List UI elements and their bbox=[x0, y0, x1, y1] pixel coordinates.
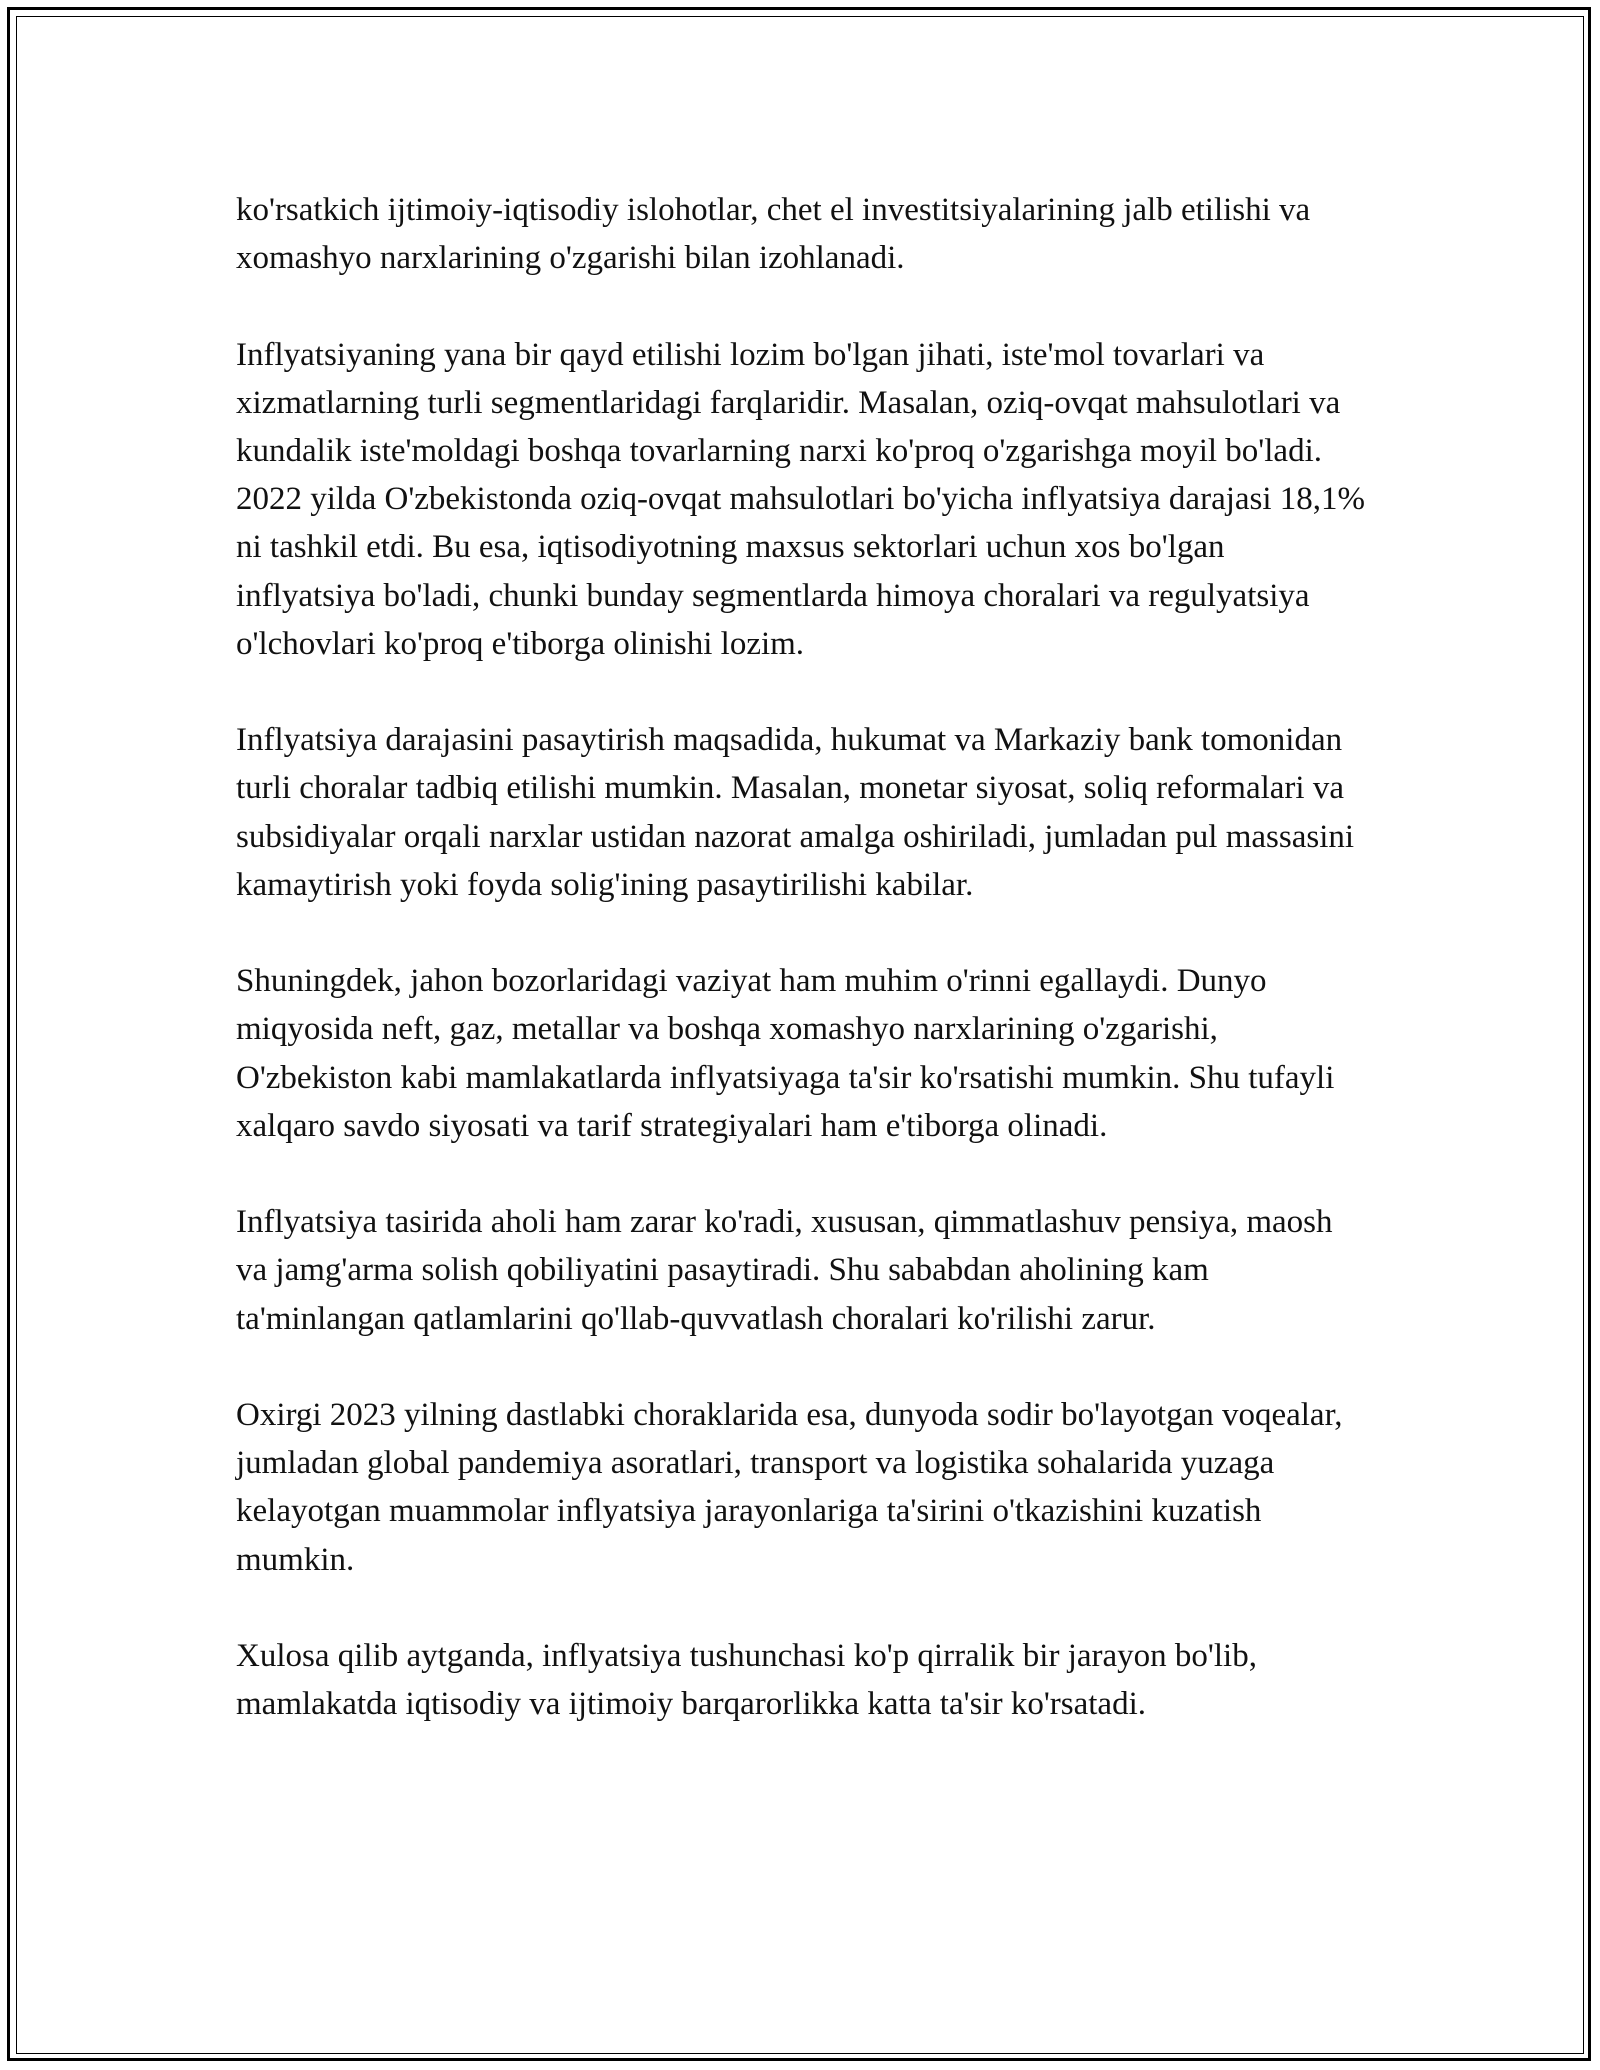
paragraph-2: Inflyatsiyaning yana bir qayd etilishi lozim bo'lgan jihati, iste'mol tovarlari va xizmatlarning turli segmentlaridagi farqlaridir. Masalan, oziq-ovqat mahsulotlari va kundalik iste'moldagi boshqa tovarlarning narxi ko'proq o'zgarishga moyil bo'ladi. 2022 yilda O'zbekistonda oziq-ovqat mahsulotlari bo'yicha inflyatsiya darajasi 18,1% ni tashkil etdi. Bu esa, iqtisodiyotning maxsus sektorlari uchun xos bo'lgan inflyatsiya bo'ladi, chunki bunday segmentlarda himoya choralari va regulyatsiya o'lchovlari ko'proq e'tiborga olinishi lozim. bbox=[236, 336, 1366, 662]
paragraph-4: Shuningdek, jahon bozorlaridagi vaziyat ham muhim o'rinni egallaydi. Dunyo miqyosida neft, gaz, metallar va boshqa xomashyo narxlarining o'zgarishi, O'zbekiston kabi mamlakatlarda inflyatsiyaga ta'sir ko'rsatishi mumkin. Shu tufayli xalqaro savdo siyosati va tarif strategiyalari ham e'tiborga olinadi. bbox=[236, 963, 1335, 1144]
paragraph-6: Oxirgi 2023 yilning dastlabki choraklarida esa, dunyoda sodir bo'layotgan voqealar, jumladan global pandemiya asoratlari, transport va logistika sohalarida yuzaga kelayotgan muammolar inflyatsiya jarayonlariga ta'sirini o'tkazishini kuzatish mumkin. bbox=[236, 1397, 1343, 1578]
paragraph-5: Inflyatsiya tasirida aholi ham zarar ko'radi, xususan, qimmatlashuv pensiya, maosh va jamg'arma solish qobiliyatini pasaytiradi. Shu sababdan aholining kam ta'minlangan qatlamlarini qo'llab-quvvatlash choralari ko'rilishi zarur. bbox=[236, 1204, 1333, 1337]
paragraph-7: Xulosa qilib aytganda, inflyatsiya tushunchasi ko'p qirralik bir jarayon bo'lib, mamlakatda iqtisodiy va ijtimoiy barqarorlikka katta ta'sir ko'rsatadi. bbox=[236, 1638, 1257, 1723]
paragraph-3: Inflyatsiya darajasini pasaytirish maqsadida, hukumat va Markaziy bank tomonidan turli choralar tadbiq etilishi mumkin. Masalan, monetar siyosat, soliq reformalari va subsidiyalar orqali narxlar ustidan nazorat amalga oshiriladi, jumladan pul massasini kamaytirish yoki foyda solig'ining pasaytirilishi kabilar. bbox=[236, 722, 1355, 903]
paragraph-1: ko'rsatkich ijtimoiy-iqtisodiy islohotlar, chet el investitsiyalarining jalb etilishi va xomashyo narxlarining o'zgarishi bilan izohlanadi. bbox=[236, 192, 1311, 277]
document-body bbox=[236, 186, 1366, 1728]
